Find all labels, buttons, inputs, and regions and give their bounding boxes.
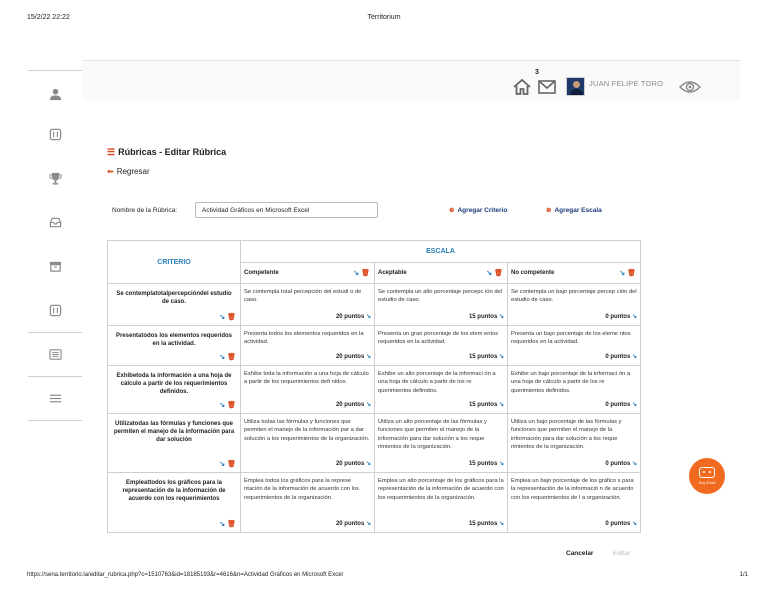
descriptor-cell: Utiliza todas las fórmulas y funciones que permiten el manejo de la información par a dar solución a los requerimientos de la organización. 20 puntos ↘: [241, 414, 375, 473]
rubric-table: [107, 240, 641, 533]
trash-icon[interactable]: 🗑: [627, 270, 637, 277]
criterio-cell: Empleattodos los gráficos para la representación de la información de acuerdo con los requerimientos ↘ 🗑: [108, 473, 241, 533]
edit-icon[interactable]: ↘: [219, 353, 226, 361]
edit-icon[interactable]: ↘: [365, 402, 371, 409]
descriptor-cell: Presenta un bajo porcentaje de los eleme ntos requeridos en la actividad. 0 puntos ↘: [508, 326, 641, 366]
edit-icon[interactable]: ↘: [619, 270, 626, 277]
trophy-icon: [49, 172, 62, 185]
criterio-cell: Presentatodos los elementos requeridos en la actividad. ↘ 🗑: [108, 326, 241, 366]
edit-icon[interactable]: ↘: [365, 521, 371, 528]
table-row: [108, 326, 641, 366]
descriptor-cell: Emplea un alto porcentaje de los gráficos para la representación de la información de acuerdo con los requerimientos de la organización. 15 puntos ↘: [375, 473, 508, 533]
table-row: [108, 366, 641, 414]
descriptor-cell: Exhibe toda la información a una hoja de cálculo a partir de los requerimientos defi nidos. 20 puntos ↘: [241, 366, 375, 414]
edit-icon[interactable]: ↘: [365, 354, 371, 361]
rubric-name-label: Nombre de la Rúbrica:: [112, 207, 178, 214]
print-header: [0, 14, 768, 24]
descriptor-cell: Emplea todos los gráficos para la represe ntación de la información de acuerdo con los requerimientos de la organización. 20 puntos ↘: [241, 473, 375, 533]
sidebar-item-menu[interactable]: [28, 378, 82, 418]
level-header: Competente ↘ 🗑: [241, 263, 375, 284]
sidebar-item-courses[interactable]: [28, 114, 82, 154]
table-row: [108, 284, 641, 326]
edit-icon[interactable]: ↘: [498, 354, 504, 361]
descriptor-cell: Exhibe un alto porcentaje de la informaci ón a una hoja de cálculo a partir de los re querimientos definidos. 15 puntos ↘: [375, 366, 508, 414]
rubric-name-input[interactable]: [195, 202, 378, 218]
inbox-icon: [49, 216, 62, 229]
book-icon: [49, 128, 62, 141]
edit-icon[interactable]: ↘: [631, 521, 638, 528]
user-icon: [49, 88, 62, 101]
assistant-bot-button[interactable]: [689, 458, 725, 494]
menu-lines-icon: ☰: [107, 147, 116, 157]
criterio-header: CRITERIO: [108, 241, 241, 284]
edit-icon[interactable]: ↘: [219, 460, 226, 468]
page-title: ☰ Rúbricas - Editar Rúbrica: [107, 147, 227, 157]
edit-icon[interactable]: ↘: [219, 313, 226, 321]
cancel-button[interactable]: Cancelar: [566, 550, 594, 557]
sidebar-item-archive[interactable]: [28, 246, 82, 286]
avatar[interactable]: [566, 77, 585, 96]
sidebar-item-profile[interactable]: [28, 74, 82, 114]
edit-icon[interactable]: ↘: [365, 461, 371, 468]
edit-icon[interactable]: ↘: [498, 402, 504, 409]
sidebar-item-list[interactable]: [28, 334, 82, 374]
level-header: Aceptable ↘ 🗑: [375, 263, 508, 284]
add-criterio-button[interactable]: ⊕ Agregar Criterio: [449, 207, 508, 214]
trash-icon[interactable]: 🗑: [494, 270, 503, 277]
sidebar-item-library[interactable]: [28, 290, 82, 330]
plus-circle-icon: ⊕: [449, 207, 455, 214]
edit-icon[interactable]: ↘: [631, 402, 638, 409]
edit-icon[interactable]: ↘: [219, 520, 226, 528]
edit-icon[interactable]: ↘: [486, 270, 493, 277]
print-title: Territorium: [367, 14, 401, 21]
descriptor-cell: Presenta todos los elementos requeridos en la actividad. 20 puntos ↘: [241, 326, 375, 366]
trash-icon[interactable]: 🗑: [227, 313, 236, 321]
criterio-cell: Exhibetoda la información a una hoja de cálculo a partir de los requerimientos definidos. ↘ 🗑: [108, 366, 241, 414]
sidebar-item-achievements[interactable]: [28, 158, 82, 198]
edit-icon[interactable]: ↘: [365, 314, 371, 321]
edit-icon[interactable]: ↘: [631, 314, 638, 321]
edit-icon[interactable]: ↘: [631, 461, 638, 468]
sidebar: [28, 70, 82, 430]
trash-icon[interactable]: 🗑: [227, 353, 236, 361]
arrow-left-icon: ⬅: [107, 167, 114, 176]
list-icon: [49, 348, 62, 361]
table-row: [108, 414, 641, 473]
book-icon: [49, 304, 62, 317]
bot-label: Soy Ezek: [698, 480, 716, 485]
edit-button[interactable]: Editar: [613, 550, 630, 557]
home-icon[interactable]: [512, 78, 532, 96]
edit-icon[interactable]: ↘: [353, 270, 360, 277]
mail-count-badge: 3: [535, 69, 539, 76]
descriptor-cell: Se contempla total percepción del estudi o de caso. 20 puntos ↘: [241, 284, 375, 326]
sidebar-divider: [28, 376, 82, 377]
menu-icon: [49, 392, 62, 405]
escala-header: ESCALA: [241, 241, 641, 263]
edit-icon[interactable]: ↘: [219, 401, 226, 409]
descriptor-cell: Utiliza un alto porcentaje de las fórmulas y funciones que permiten el manejo de la información para dar solución a los reque rimientos de la organización. 15 puntos ↘: [375, 414, 508, 473]
print-footer: [0, 572, 768, 582]
sidebar-item-inbox[interactable]: [28, 202, 82, 242]
plus-circle-icon: ⊕: [546, 207, 552, 214]
trash-icon[interactable]: 🗑: [361, 270, 370, 277]
sidebar-divider: [28, 332, 82, 333]
trash-icon[interactable]: 🗑: [227, 520, 236, 528]
eye-icon[interactable]: [679, 80, 701, 94]
add-escala-button[interactable]: ⊕ Agregar Escala: [546, 207, 602, 214]
user-name[interactable]: JUAN FELIPE TORO: [589, 79, 664, 88]
archive-icon: [49, 260, 62, 273]
edit-icon[interactable]: ↘: [498, 461, 504, 468]
table-row: [108, 473, 641, 533]
descriptor-cell: Se contempla un alto porcentaje percepc ión del estudio de caso. 15 puntos ↘: [375, 284, 508, 326]
level-header: No competente ↘ 🗑: [508, 263, 641, 284]
criterio-cell: Utilizatodas las fórmulas y funciones que permiten el manejo de la información para dar solución ↘ 🗑: [108, 414, 241, 473]
sidebar-divider: [28, 70, 82, 71]
print-url: https://sena.territorio.la/editar_rubrica.php?c=1510763&id=18185193&r=4616&n=Actividad Gráficos en Microsoft Excel: [27, 572, 343, 578]
print-page-number: 1/1: [739, 572, 748, 578]
descriptor-cell: Utiliza un bajo porcentaje de las fórmulas y funciones que permiten el manejo de la información para dar solución a los reque rimientos de la organización. 0 puntos ↘: [508, 414, 641, 473]
edit-icon[interactable]: ↘: [498, 521, 504, 528]
descriptor-cell: Presenta un gran porcentaje de los elem entos requeridos en la actividad. 15 puntos ↘: [375, 326, 508, 366]
sidebar-divider: [28, 420, 82, 421]
descriptor-cell: Emplea un bajo porcentaje de los gráfico s para la representación de la informació n de acuerdo con los requerimientos de l a organización. 0 puntos ↘: [508, 473, 641, 533]
back-link[interactable]: ⬅ Regresar: [107, 167, 150, 176]
criterio-cell: Se contemplatotalpercepcióndel estudio de caso. ↘ 🗑: [108, 284, 241, 326]
trash-icon[interactable]: 🗑: [227, 401, 236, 409]
edit-icon[interactable]: ↘: [498, 314, 504, 321]
bot-icon: [699, 467, 715, 478]
edit-icon[interactable]: ↘: [631, 354, 638, 361]
descriptor-cell: Exhibe un bajo porcentaje de la informaci ón a una hoja de cálculo a partir de los re querimientos definidos. 0 puntos ↘: [508, 366, 641, 414]
trash-icon[interactable]: 🗑: [227, 460, 236, 468]
mail-icon[interactable]: [538, 80, 556, 94]
descriptor-cell: Se contempla un bajo porcentaje percep ción del estudio de caso. 0 puntos ↘: [508, 284, 641, 326]
print-date: 15/2/22 22:22: [27, 14, 70, 21]
